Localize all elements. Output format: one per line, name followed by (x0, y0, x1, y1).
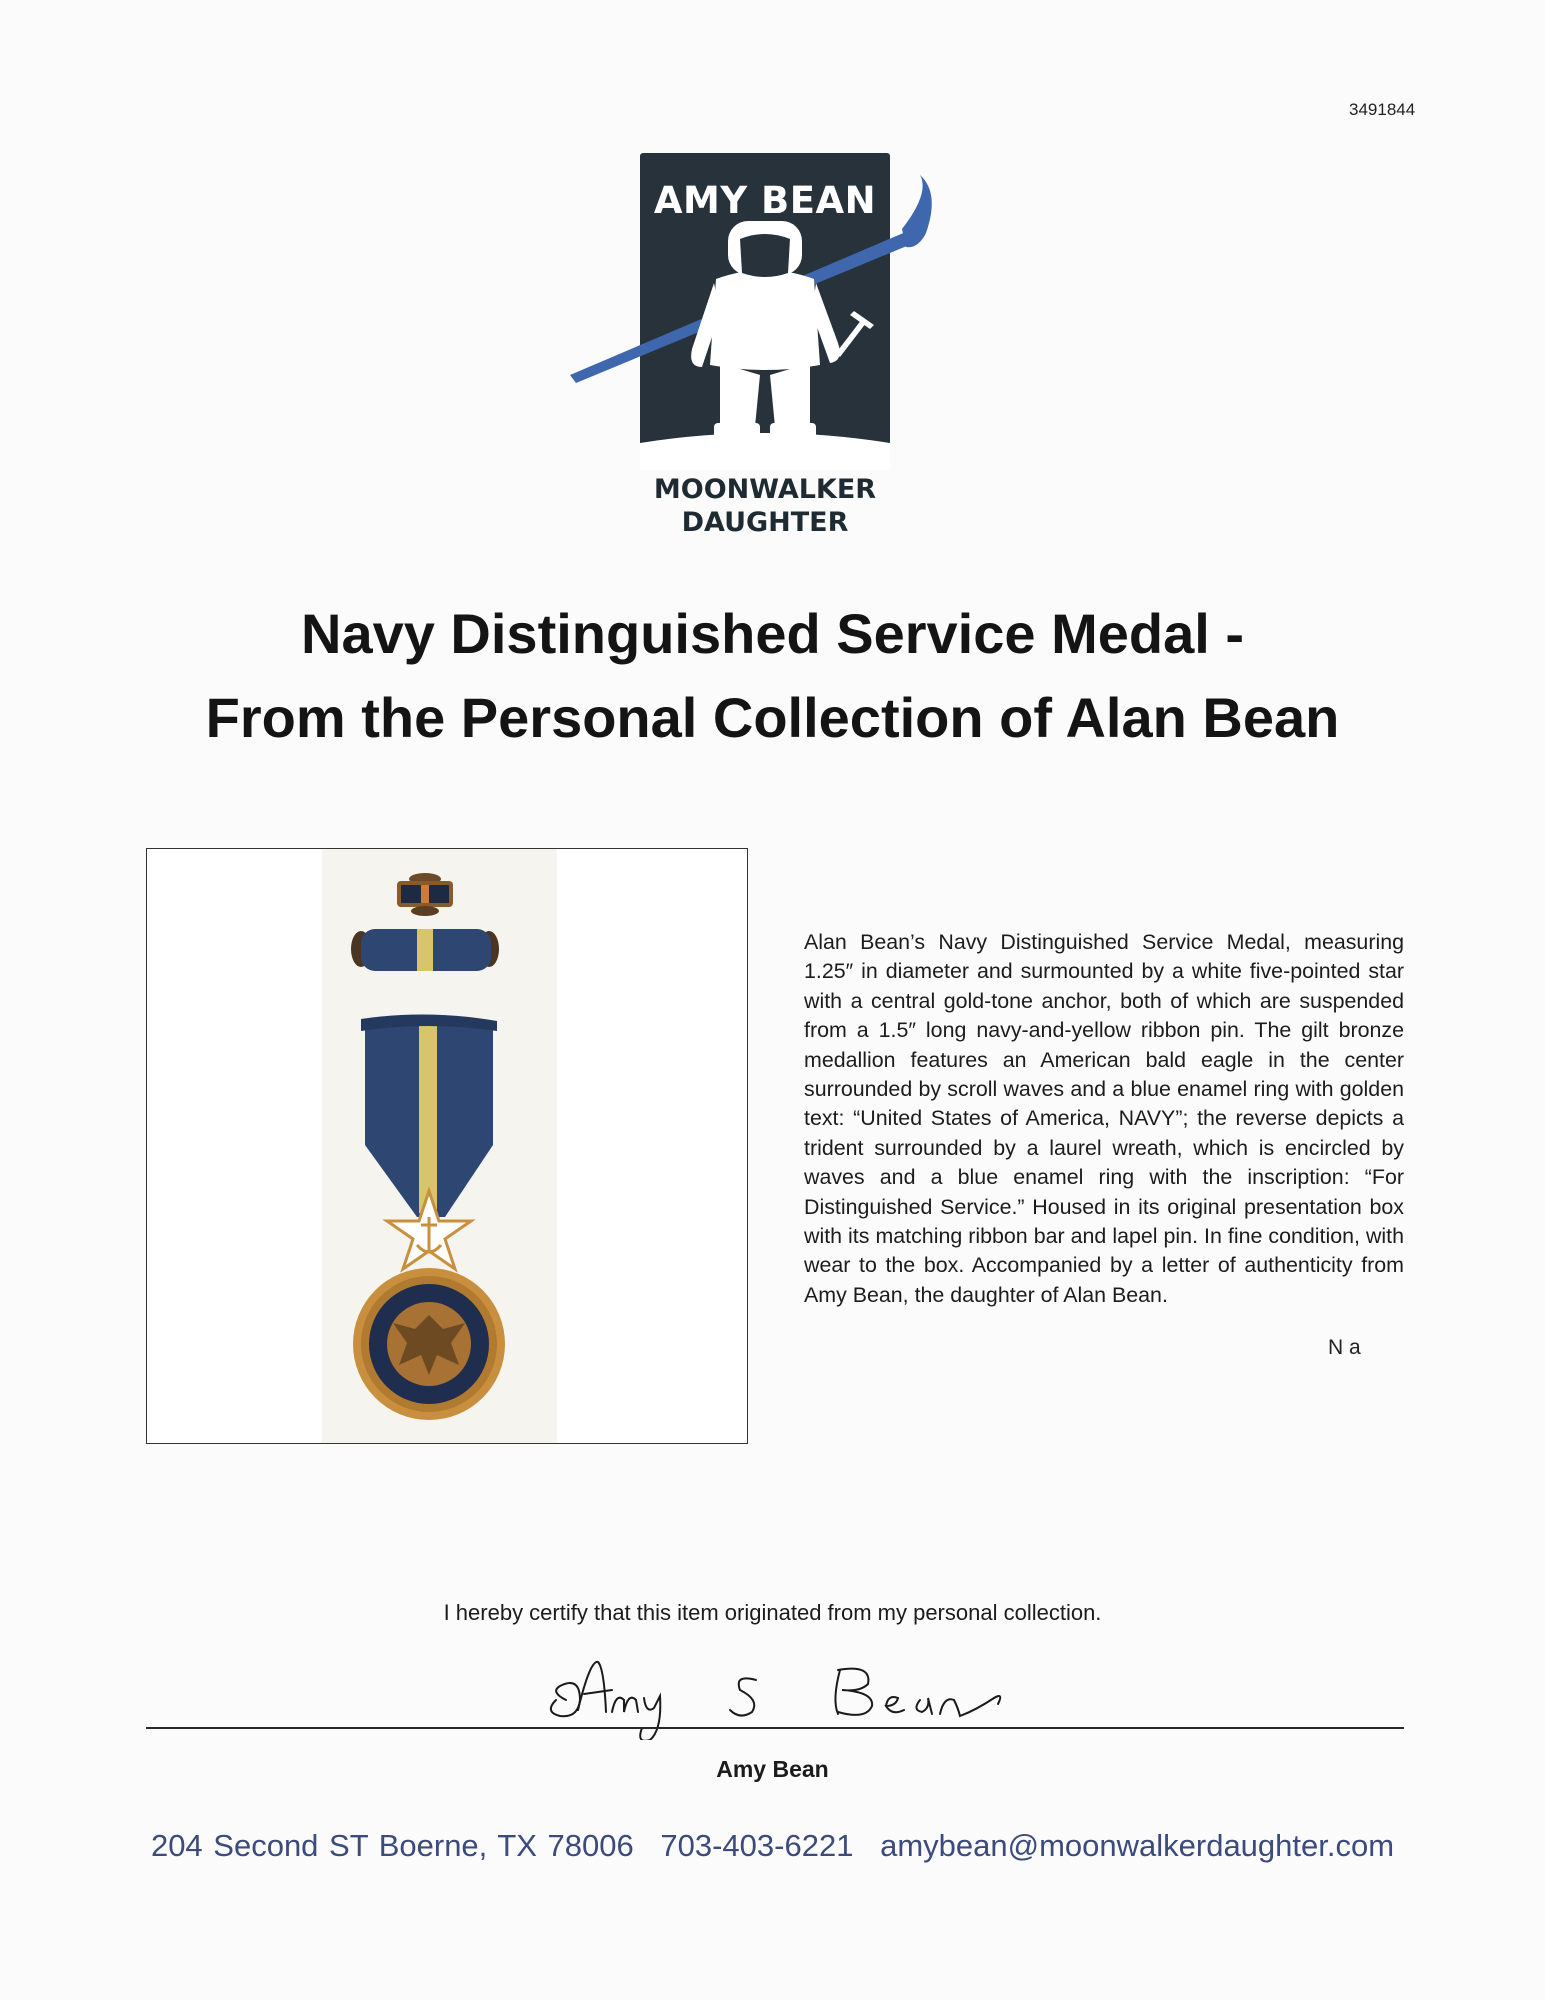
logo-name: AMY BEAN (653, 179, 877, 222)
item-description: Alan Bean’s Navy Distinguished Service Medal, measuring 1.25″ in diameter and surmounted by a white five-pointed star with a central gold-tone anchor, both of which are suspended from a 1.5″ long navy-and-yellow ribbon pin. The gilt bronze medallion features an American bald eagle in the center surrounded by scroll waves and a blue enamel ring with golden text: “United States of America, NAVY”; the reverse depicts a trident surrounded by a laurel wreath, which is encircled by waves and a blue enamel ring with the inscription: “For Distinguished Service.” Housed in its original presentation box with its matching ribbon bar and lapel pin. In fine condition, with wear to the box. Accompanied by a letter of authenticity from Amy Bean, the daughter of Alan Bean. (804, 930, 1404, 1307)
medallion-icon (353, 1268, 505, 1420)
stray-mark: N a (1328, 1336, 1361, 1359)
moonwalker-daughter-logo (640, 153, 890, 470)
certification-statement: I hereby certify that this item originated from my personal collection. (443, 1600, 1102, 1625)
title-line1: Navy Distinguished Service Medal - (301, 602, 1244, 665)
signature-line (146, 1727, 1404, 1729)
contact-info (0, 1828, 1545, 1864)
contact-email: amybean@moonwalkerdaughter.com (880, 1828, 1395, 1863)
tagline-line2: DAUGHTER (681, 507, 849, 538)
contact-address: 204 Second ST Boerne, TX 78006 (150, 1828, 634, 1863)
tagline-line1: MOONWALKER (653, 474, 877, 505)
contact-phone: 703-403-6221 (660, 1828, 854, 1863)
medal-photo-icon (147, 849, 747, 1443)
certificate-number: 3491844 (1349, 100, 1416, 119)
ribbon-bar-icon (351, 929, 499, 971)
title-line2: From the Personal Collection of Alan Bean (205, 686, 1340, 749)
lapel-pin-icon (397, 873, 453, 916)
logo-tagline (600, 473, 930, 539)
signer-name: Amy Bean (716, 1756, 829, 1782)
handwritten-signature (520, 1640, 1100, 1740)
star-anchor-icon (387, 1191, 471, 1269)
medal-photo-frame (146, 848, 748, 1444)
page-title (0, 592, 1545, 760)
